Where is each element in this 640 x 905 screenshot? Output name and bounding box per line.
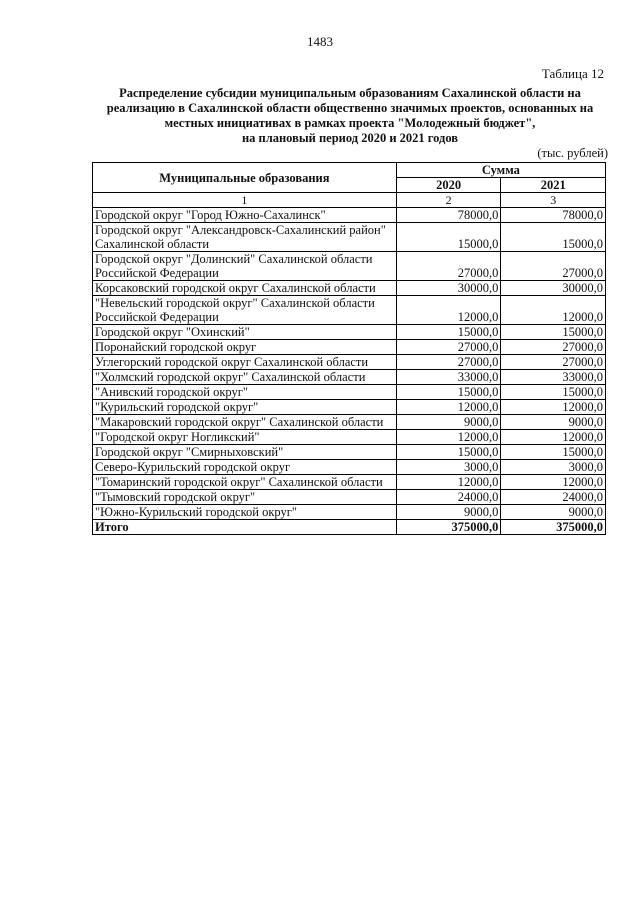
header-sum: Сумма	[396, 163, 605, 178]
amount-2020: 3000,0	[396, 460, 501, 475]
table-row	[93, 370, 606, 385]
total-row	[93, 520, 606, 535]
amount-2021: 27000,0	[501, 355, 606, 370]
amount-2020: 24000,0	[396, 490, 501, 505]
table-row	[93, 475, 606, 490]
amount-2021: 30000,0	[501, 281, 606, 296]
title-line: реализацию в Сахалинской области общественно значимых проектов, основанных на	[106, 101, 594, 115]
amount-2020: 15000,0	[396, 223, 501, 252]
page-number: 1483	[307, 34, 333, 49]
amount-2021: 27000,0	[501, 252, 606, 281]
table-row	[93, 445, 606, 460]
table-row	[93, 385, 606, 400]
municipality-name: Северо-Курильский городской округ	[93, 460, 397, 475]
municipality-name: Корсаковский городской округ Сахалинской области	[93, 281, 397, 296]
amount-2020: 15000,0	[396, 325, 501, 340]
amount-2021: 15000,0	[501, 445, 606, 460]
amount-2020: 27000,0	[396, 252, 501, 281]
column-index: 2	[396, 193, 501, 208]
table-body	[93, 208, 606, 520]
title-line: местных инициативах в рамках проекта "Молодежный бюджет",	[164, 116, 536, 130]
total-2020: 375000,0	[396, 520, 501, 535]
table-row	[93, 223, 606, 252]
municipality-name: "Южно-Курильский городской округ"	[93, 505, 397, 520]
municipality-name: Углегорский городской округ Сахалинской области	[93, 355, 397, 370]
amount-2020: 12000,0	[396, 430, 501, 445]
amount-2020: 15000,0	[396, 445, 501, 460]
amount-2021: 78000,0	[501, 208, 606, 223]
amount-2021: 15000,0	[501, 325, 606, 340]
table-row	[93, 340, 606, 355]
title-line: Распределение субсидии муниципальным образованиям Сахалинской области на	[119, 86, 581, 100]
table-row	[93, 505, 606, 520]
municipality-name: Поронайский городской округ	[93, 340, 397, 355]
municipality-name: "Курильский городской округ"	[93, 400, 397, 415]
table-row	[93, 208, 606, 223]
municipality-name: Городской округ "Долинский" Сахалинской области Российской Федерации	[93, 252, 397, 281]
amount-2021: 15000,0	[501, 385, 606, 400]
amount-2021: 12000,0	[501, 475, 606, 490]
municipality-name: "Городской округ Ногликский"	[93, 430, 397, 445]
header-municipalities: Муниципальные образования	[93, 163, 397, 193]
total-label: Итого	[93, 520, 397, 535]
amount-2020: 9000,0	[396, 415, 501, 430]
table-row	[93, 400, 606, 415]
table-row	[93, 490, 606, 505]
amount-2021: 3000,0	[501, 460, 606, 475]
amount-2021: 24000,0	[501, 490, 606, 505]
column-index: 3	[501, 193, 606, 208]
amount-2021: 9000,0	[501, 505, 606, 520]
amount-2020: 12000,0	[396, 296, 501, 325]
municipality-name: "Холмский городской округ" Сахалинской области	[93, 370, 397, 385]
amount-2020: 27000,0	[396, 340, 501, 355]
table-label: Таблица 12	[541, 66, 604, 81]
table-row	[93, 355, 606, 370]
total-2021: 375000,0	[501, 520, 606, 535]
table-row	[93, 325, 606, 340]
amount-2020: 30000,0	[396, 281, 501, 296]
amount-2021: 27000,0	[501, 340, 606, 355]
amount-2021: 33000,0	[501, 370, 606, 385]
amount-2020: 12000,0	[396, 475, 501, 490]
subsidy-table	[92, 162, 606, 535]
table-row	[93, 415, 606, 430]
amount-2021: 15000,0	[501, 223, 606, 252]
table-row	[93, 460, 606, 475]
header-year-2021: 2021	[501, 178, 606, 193]
municipality-name: "Макаровский городской округ" Сахалинской области	[93, 415, 397, 430]
municipality-name: Городской округ "Охинский"	[93, 325, 397, 340]
municipality-name: "Тымовский городской округ"	[93, 490, 397, 505]
column-index: 1	[93, 193, 397, 208]
amount-2020: 27000,0	[396, 355, 501, 370]
municipality-name: Городской округ "Город Южно-Сахалинск"	[93, 208, 397, 223]
title-line: на плановый период 2020 и 2021 годов	[241, 131, 459, 145]
amount-2021: 12000,0	[501, 430, 606, 445]
units-label: (тыс. рублей)	[537, 146, 608, 160]
table-row	[93, 281, 606, 296]
amount-2020: 12000,0	[396, 400, 501, 415]
table-row	[93, 252, 606, 281]
table-row	[93, 296, 606, 325]
amount-2020: 15000,0	[396, 385, 501, 400]
amount-2021: 12000,0	[501, 400, 606, 415]
amount-2020: 33000,0	[396, 370, 501, 385]
municipality-name: "Томаринский городской округ" Сахалинской области	[93, 475, 397, 490]
amount-2020: 9000,0	[396, 505, 501, 520]
amount-2021: 9000,0	[501, 415, 606, 430]
amount-2020: 78000,0	[396, 208, 501, 223]
header-year-2020: 2020	[396, 178, 501, 193]
municipality-name: "Невельский городской округ" Сахалинской области Российской Федерации	[93, 296, 397, 325]
document-title	[90, 86, 610, 146]
table-row	[93, 430, 606, 445]
municipality-name: Городской округ "Александровск-Сахалинский район" Сахалинской области	[93, 223, 397, 252]
amount-2021: 12000,0	[501, 296, 606, 325]
municipality-name: "Анивский городской округ"	[93, 385, 397, 400]
municipality-name: Городской округ "Смирныховский"	[93, 445, 397, 460]
